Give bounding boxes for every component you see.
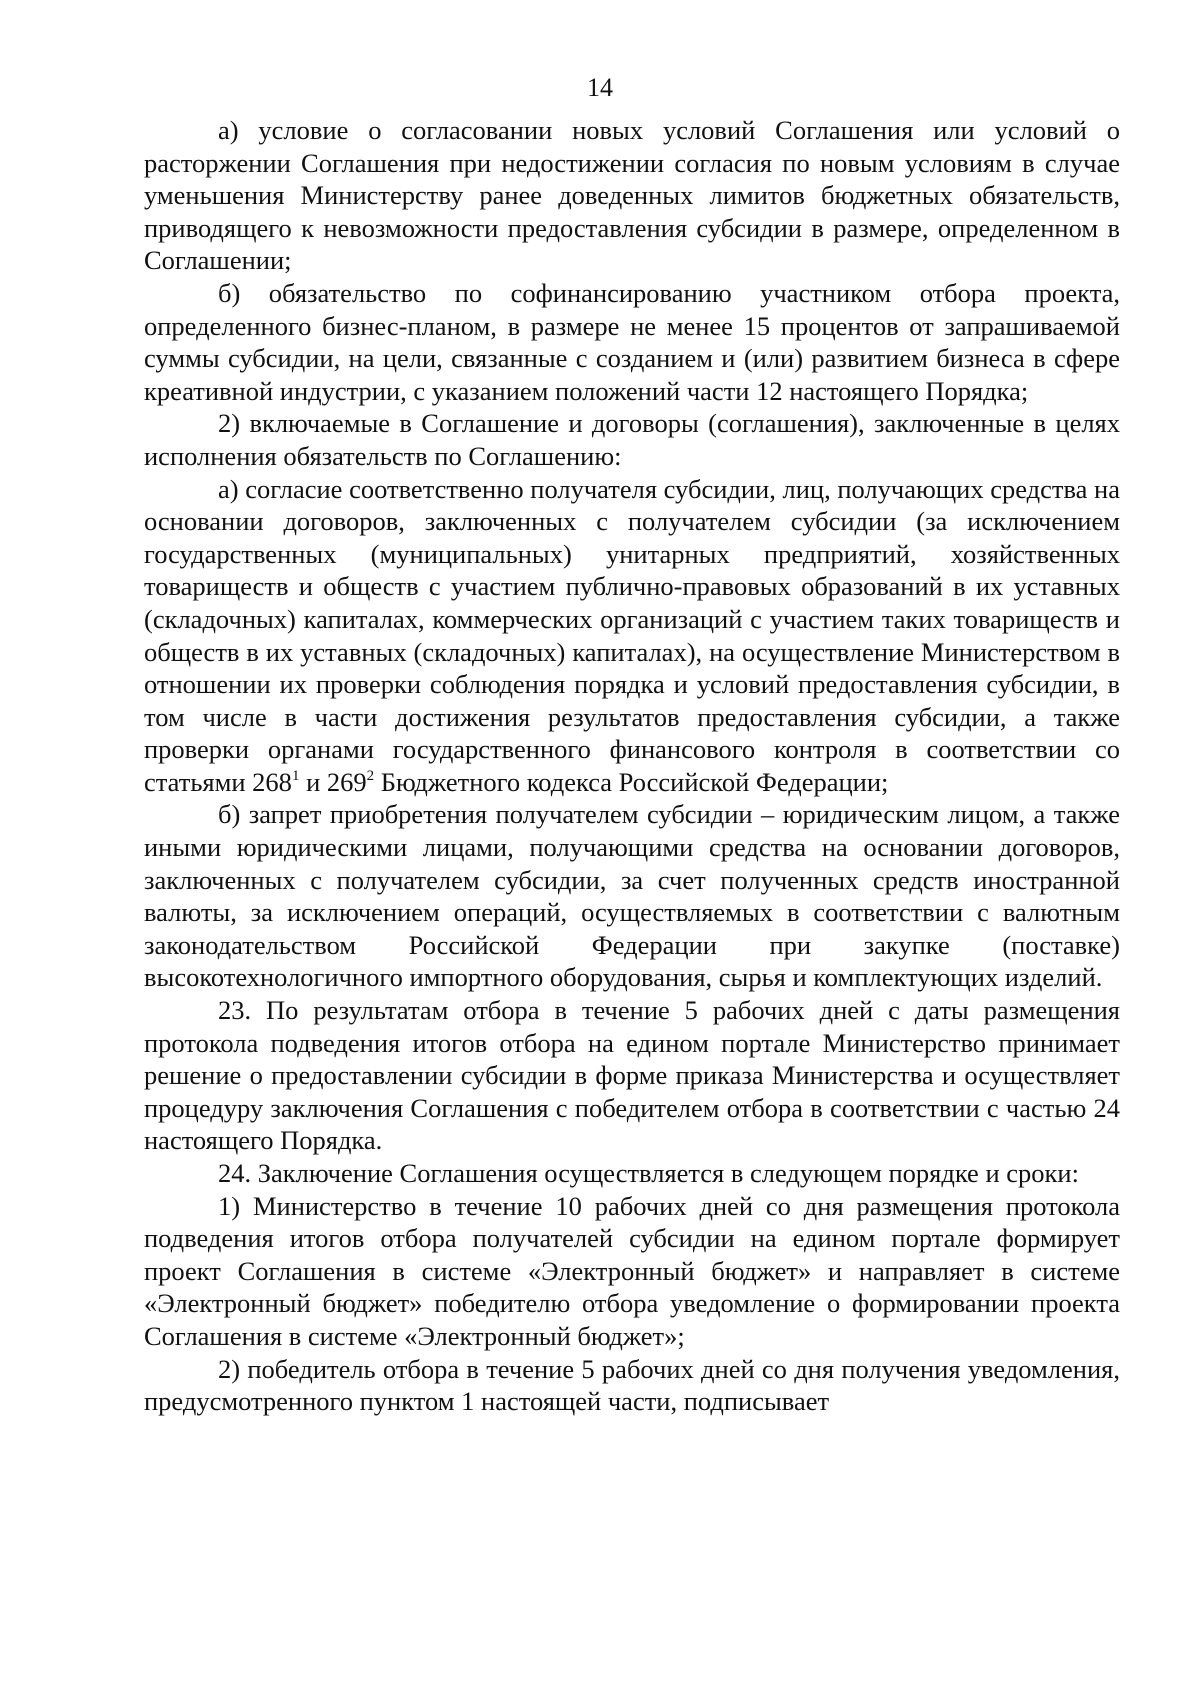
paragraph-subitem-b-prohibition: б) запрет приобретения получателем субсидии – юридическим лицом, а также иными юридическими лицами, получающими средства на основании договоров, заключенных с получателем субсидии, за счет полученных средств иностранной валюты, за исключением операций, осуществляемых в соответствии с валютным законодательством Российской Федерации при закупке (поставке) высокотехнологичного импортного оборудования, сырья и комплектующих изделий. (144, 799, 1120, 993)
paragraph-subitem-a-consent (144, 473, 1120, 799)
paragraph-item-2-included: 2) включаемые в Соглашение и договоры (соглашения), заключенные в целях исполнения обязательств по Соглашению: (144, 408, 1120, 471)
superscript: 1 (291, 767, 300, 784)
paragraph-subitem-b-cofinancing: б) обязательство по софинансированию участником отбора проекта, определенного бизнес-планом, в размере не менее 15 процентов от запрашиваемой суммы субсидии, на цели, связанные с созданием и (или) развитием бизнеса в сфере креативной индустрии, с указанием положений части 12 настоящего Порядка; (144, 277, 1120, 406)
paragraph-subitem-a-condition: а) условие о согласовании новых условий Соглашения или условий о расторжении Соглашения при недостижении согласия по новым условиям в случае уменьшения Министерству ранее доведенных лимитов бюджетных обязательств, приводящего к невозможности предоставления субсидии в размере, определенном в Соглашении; (144, 115, 1120, 276)
paragraph-item-2-winner: 2) победитель отбора в течение 5 рабочих дней со дня получения уведомления, предусмотренного пунктом 1 настоящей части, подписывает (144, 1353, 1120, 1417)
paragraph-section-24: 24. Заключение Соглашения осуществляется в следующем порядке и сроки: (218, 1158, 1079, 1188)
document-body (144, 114, 1120, 1418)
paragraph-item-1-ministry: 1) Министерство в течение 10 рабочих дней со дня размещения протокола подведения итогов отбора получателей субсидии на едином портале формирует проект Соглашения в системе «Электронный бюджет» и направляет в системе «Электронный бюджет» победителю отбора уведомление о формировании проекта Соглашения в системе «Электронный бюджет»; (144, 1190, 1120, 1351)
paragraph-section-23: 23. По результатам отбора в течение 5 рабочих дней с даты размещения протокола подведения итогов отбора на едином портале Министерство принимает решение о предоставлении субсидии в форме приказа Министерства и осуществляет процедуру заключения Соглашения с победителем отбора в соответствии с частью 24 настоящего Порядка. (144, 995, 1120, 1156)
superscript: 2 (366, 767, 375, 784)
page-number: 14 (587, 73, 613, 102)
paragraph-text: а) согласие соответственно получателя субсидии, лиц, получающих средства на основании договоров, заключенных с получателем субсидии (за исключением государственных (муниципальных) унитарных предприятий, хозяйственных товариществ и обществ с участием публично-правовых образований в их уставных (складочных) капиталах, коммерческих организаций с участием таких товариществ и обществ в их уставных (складочных) капиталах), на осуществление Министерством в отношении их проверки соблюдения порядка и условий предоставления субсидии, в том числе в части достижения результатов предоставления субсидии, а также проверки органами государственного финансового контроля в соответствии со статьями 268 (144, 473, 1120, 797)
paragraph-text: Бюджетного кодекса Российской Федерации; (374, 766, 889, 797)
paragraph-text: и 269 (299, 766, 367, 797)
